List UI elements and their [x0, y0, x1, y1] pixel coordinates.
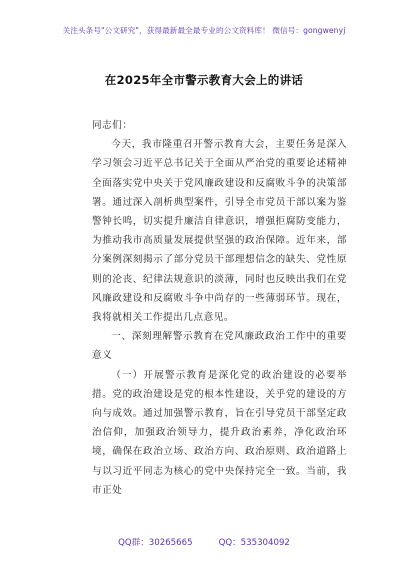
salutation: 同志们： [92, 120, 133, 131]
document-body [92, 116, 347, 500]
header-promo-note: 关注头条号"公文研究"，获得最新最全最专业的公文资料库！ 微信号：gongwenyj [62, 26, 346, 35]
subsection-paragraph: （一）开展警示教育是深化党的政治建设的必要举措。党的政治建设是党的根本性建设，关乎党的建设的方向与成效。通过加强警示教育，旨在引导党员干部坚定政治信仰，加强政治领导力，提升政治素养，净化政治环境，确保在政治立场、政治方向、政治原则、政治道路上与以习近平同志为核心的党中央保持完全一致。当前，我市正处 [92, 369, 347, 496]
body-paragraph: 今天，我市隆重召开警示教育大会，主要任务是深入学习领会习近平总书记关于全面从严治党的重要论述精神全面落实党中央关于党风廉政建设和反腐败斗争的决策部署。通过深入剖析典型案件，引导全市党员干部以案为鉴警钟长鸣，切实提升廉洁自律意识，增强拒腐防变能力，为推动我市高质量发展提供坚强的政治保障。近年来，部分案例深刻揭示了部分党员干部理想信念的缺失、党性原则的沦丧、纪律法规意识的淡薄，同时也反映出我们在党风廉政建设和反腐败斗争中尚存的一些薄弱环节。现在，我将就相关工作提出几点意见。 [92, 139, 347, 324]
footer-qq: QQ：535304092 [218, 538, 290, 548]
section-heading: 一、深刻理解警示教育在党风廉政政治工作中的重要意义 [92, 331, 347, 362]
document-title: 在2025年全市警示教育大会上的讲话 [104, 73, 304, 87]
footer-contact [0, 536, 408, 548]
footer-qq-group: QQ群：30265665 [118, 538, 193, 548]
